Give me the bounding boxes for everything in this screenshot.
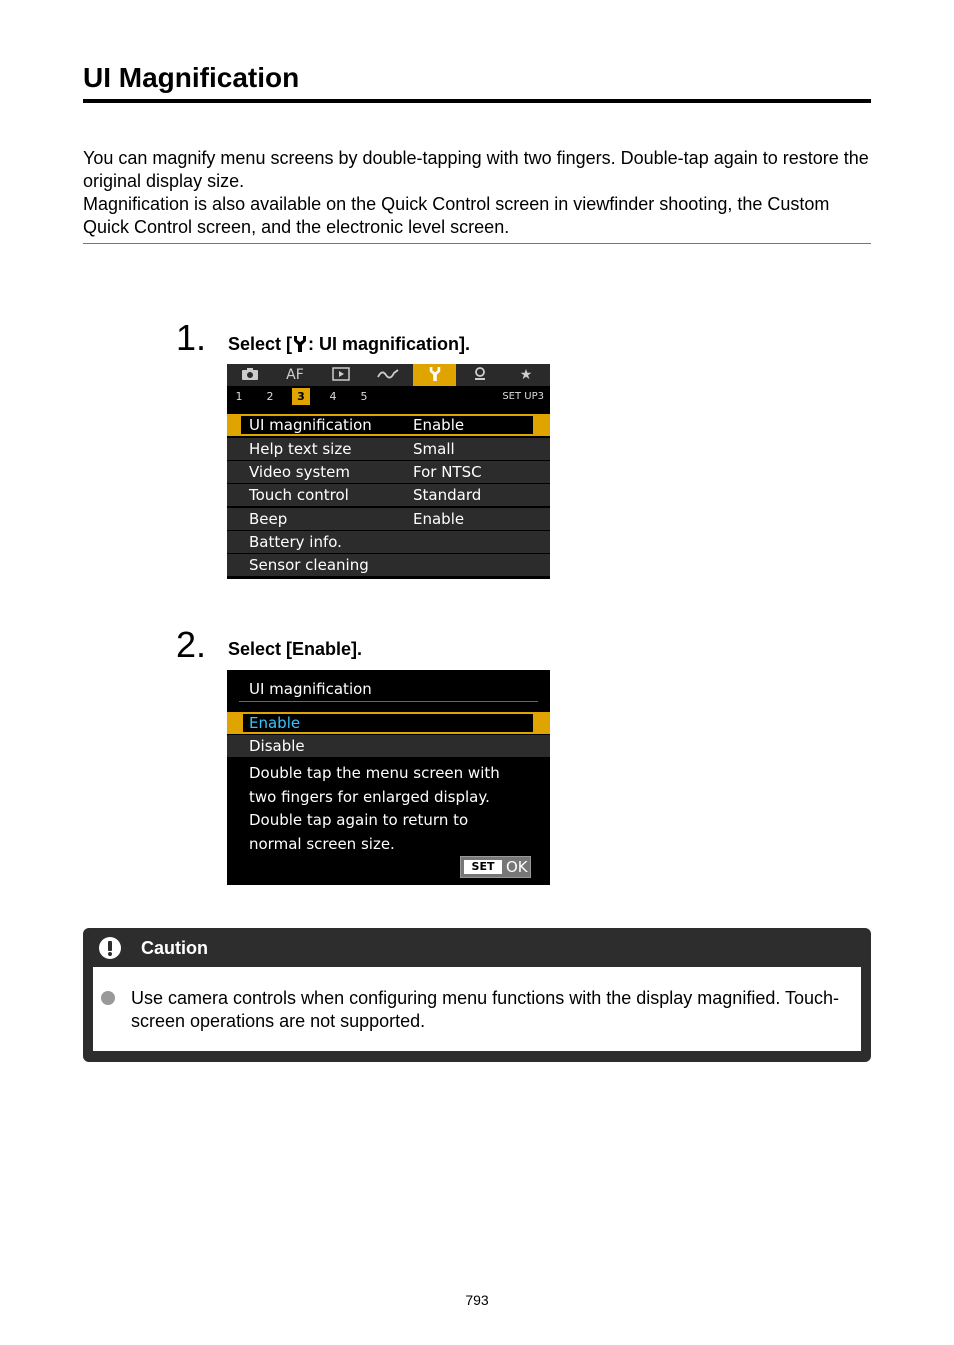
step-instruction (228, 334, 470, 355)
menu-item-help-text-size[interactable] (227, 438, 550, 460)
camera-menu-screen (227, 364, 550, 579)
page-number: 793 (465, 1292, 489, 1308)
caution-header (83, 928, 871, 966)
camera-option-screen (227, 670, 550, 885)
caution-body (93, 967, 861, 1051)
tab-custom[interactable] (460, 364, 500, 386)
tab-wireless[interactable] (368, 364, 408, 386)
menu-item-label: Sensor cleaning (249, 556, 369, 574)
play-icon (332, 367, 350, 381)
step-prefix: Select [ (228, 334, 293, 354)
screen-divider (239, 701, 538, 702)
menu-item-touch-control[interactable] (227, 484, 550, 506)
step-instruction: Select [Enable]. (228, 639, 363, 659)
star-icon: ★ (519, 367, 533, 383)
help-text (249, 762, 539, 856)
subtab-5[interactable]: 5 (360, 390, 368, 403)
menu-item-label: UI magnification (249, 416, 372, 434)
menu-item-ui-magnification[interactable] (227, 414, 550, 436)
setup-page-label: SET UP3 (502, 391, 544, 402)
wrench-icon (292, 335, 308, 353)
caution-box (83, 928, 871, 1062)
subtab-1[interactable]: 1 (235, 390, 243, 403)
tab-af[interactable] (275, 364, 315, 386)
subtab-2[interactable]: 2 (266, 390, 274, 403)
tab-shooting[interactable] (230, 364, 270, 386)
option-enable[interactable] (227, 712, 550, 734)
page-title: UI Magnification (83, 62, 300, 93)
wrench-icon (428, 366, 442, 382)
tab-mymenu[interactable] (506, 364, 546, 386)
intro-divider (83, 243, 871, 244)
screen-title: UI magnification (249, 680, 372, 698)
set-ok-button[interactable] (460, 856, 531, 878)
menu-item-value: Small (413, 440, 455, 458)
help-line: Double tap the menu screen with (249, 764, 500, 782)
step-number: 2. (176, 624, 207, 665)
intro-paragraph: You can magnify menu screens by double-tapping with two fingers. Double-tap again to restore the original display size. (83, 148, 869, 191)
tab-setup[interactable] (413, 364, 456, 386)
menu-tab-bar (227, 364, 550, 386)
help-line: normal screen size. (249, 834, 395, 853)
menu-item-value: For NTSC (413, 463, 482, 481)
menu-item-label: Touch control (249, 486, 349, 504)
help-line: Double tap again to return to (249, 811, 469, 829)
menu-item-sensor-cleaning[interactable] (227, 554, 550, 576)
exclamation-icon (99, 937, 121, 959)
wave-icon (377, 367, 399, 381)
subtab-3[interactable]: 3 (292, 388, 310, 405)
menu-item-value: Enable (413, 510, 465, 528)
menu-item-battery-info[interactable] (227, 531, 550, 553)
menu-subtab-bar (227, 386, 550, 407)
title-divider (83, 99, 871, 103)
menu-item-label: Video system (249, 463, 351, 481)
caution-title: Caution (141, 938, 208, 958)
caution-item: Use camera controls when configuring menu functions with the display magnified. Touch-screen operations are not supported. (131, 988, 840, 1031)
menu-item-video-system[interactable] (227, 461, 550, 483)
ok-label: OK (506, 858, 528, 876)
menu-item-beep[interactable] (227, 508, 550, 530)
option-disable[interactable] (227, 735, 550, 757)
menu-item-label: Help text size (249, 440, 352, 458)
intro-text (83, 147, 873, 239)
menu-item-label: Beep (249, 510, 288, 528)
camera-icon (241, 367, 259, 381)
step-suffix: : UI magnification]. (308, 334, 471, 354)
subtab-4[interactable]: 4 (329, 390, 337, 403)
custom-icon (472, 366, 488, 382)
help-line: two fingers for enlarged display. (249, 787, 490, 806)
set-badge: SET (464, 860, 502, 874)
af-icon: AF (286, 367, 304, 383)
intro-paragraph: Magnification is also available on the Quick Control screen in viewfinder shooting, the Custom Quick Control screen, and the electronic level screen. (83, 194, 830, 237)
bullet-icon (101, 991, 115, 1005)
menu-item-value: Enable (413, 416, 465, 434)
menu-item-label: Battery info. (249, 533, 342, 551)
option-label: Enable (249, 714, 301, 732)
step-number: 1. (176, 317, 207, 358)
tab-playback[interactable] (321, 364, 361, 386)
menu-item-value: Standard (413, 486, 482, 504)
option-label: Disable (249, 737, 305, 755)
